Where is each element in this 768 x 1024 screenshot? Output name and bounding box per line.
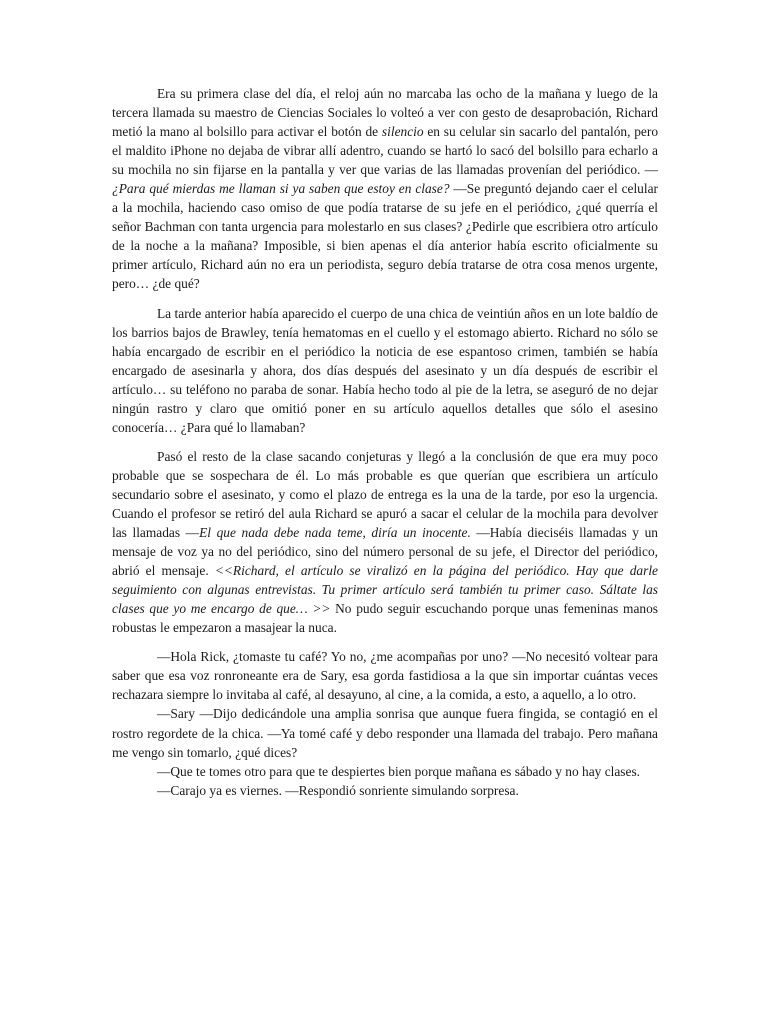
paragraph-3-text-1: Pasó el resto de la clase sacando conjeturas y llegó a la conclusión de que era muy poco probable que se sospechara de él. Lo más probable es que querían que escribiera un artículo secundario sobre el asesinato, y como el plazo de entrega es la una de la tarde, por eso la urgencia. Cuando el profesor se retiró del aula Richard se apuró a sacar el celular de la mochila para devolver las llamadas — — [112, 448, 658, 541]
paragraph-2 — [112, 304, 658, 437]
paragraph-3-italic-voicemail: <<Richard, el artículo se viralizó en la página del periódico. Hay que darle seguimiento con algunas entrevistas. Tu primer artículo será también tu primer caso. Sáltate las clases que yo me encargo de que… >> — [112, 563, 658, 617]
paragraph-1 — [112, 84, 658, 294]
paragraph-1-text-2: en su celular sin sacarlo del pantalón, pero el maldito iPhone no dejaba de vibrar allí adentro, cuando se hartó lo sacó del bolsillo para echarlo a su mochila no sin fijarse en la pantalla y ver que varias de las llamadas provenían del periódico. — — [112, 124, 659, 178]
paragraph-5 — [112, 704, 658, 761]
paragraph-5-text-1: —Sary —Dijo dedicándole una amplia sonrisa que aunque fuera fingida, se contagió en el rostro regordete de la chica. —Ya tomé café y debo responder una llamada del trabajo. Pero mañana me vengo sin tomarlo, ¿qué dices? — [112, 706, 658, 760]
paragraph-2-text-1: La tarde anterior había aparecido el cuerpo de una chica de veintiún años en un lote baldío de los barrios bajos de Brawley, tenía hematomas en el cuello y el estomago abierto. Richard no sólo se había encargado de escribir en el periódico la noticia de ese espantoso crimen, también se había encargado de asesinarla y ahora, dos días después del asesinato y un día después de escribir el artículo… su teléfono no paraba de sonar. Había hecho todo al pie de la letra, se aseguró de no dejar ningún rastro y claro que omitió poner en su artículo aquellos detalles que sólo el asesino conocería… ¿Para qué lo llamaban? — [112, 305, 658, 435]
paragraph-3 — [112, 447, 658, 637]
paragraph-7 — [112, 781, 658, 800]
document-page — [112, 84, 658, 800]
paragraph-4 — [112, 647, 658, 704]
paragraph-3-text-2: —Había dieciséis llamadas y un mensaje de voz ya no del periódico, sino del número personal de su jefe, el Director del periódico, abrió el mensaje. — [112, 525, 658, 579]
paragraph-1-text-3: —Se preguntó dejando caer el celular a la mochila, haciendo caso omiso de que podía tratarse de su jefe en el periódico, ¿qué querría el señor Bachman con tanta urgencia para molestarlo en sus clases? ¿Pedirle que escribiera otro artículo de la noche a la mañana? Imposible, si bien apenas el día anterior había escrito oficialmente su primer artículo, Richard aún no era un periodista, seguro debía tratarse de otra cosa menos urgente, pero… ¿de qué? — [112, 181, 658, 292]
paragraph-6 — [112, 762, 658, 781]
paragraph-3-italic-thought: El que nada debe nada teme, diría un inocente. — [199, 525, 471, 541]
paragraph-1-italic-silencio: silencio — [381, 124, 424, 140]
paragraph-7-text-1: —Carajo ya es viernes. —Respondió sonriente simulando sorpresa. — [157, 782, 519, 798]
paragraph-3-text-3: No pudo seguir escuchando porque unas femeninas manos robustas le empezaron a masajear la nuca. — [112, 601, 658, 636]
paragraph-1-text-1: Era su primera clase del día, el reloj aún no marcaba las ocho de la mañana y luego de la tercera llamada su maestro de Ciencias Sociales lo volteó a ver con gesto de desaprobación, Richard metió la mano al bolsillo para activar el botón de — [112, 86, 658, 140]
paragraph-6-text-1: —Que te tomes otro para que te despiertes bien porque mañana es sábado y no hay clases. — [157, 763, 641, 779]
paragraph-4-text-1: —Hola Rick, ¿tomaste tu café? Yo no, ¿me acompañas por uno? —No necesitó voltear para saber que esa voz ronroneante era de Sary, esa gorda fastidiosa a la que sin importar cuántas veces rechazara siempre lo invitaba al café, al desayuno, al cine, a la comida, a esto, a aquello, a lo otro. — [112, 649, 658, 703]
paragraph-1-italic-question: ¿Para qué mierdas me llaman si ya saben que estoy en clase? — [112, 181, 450, 197]
